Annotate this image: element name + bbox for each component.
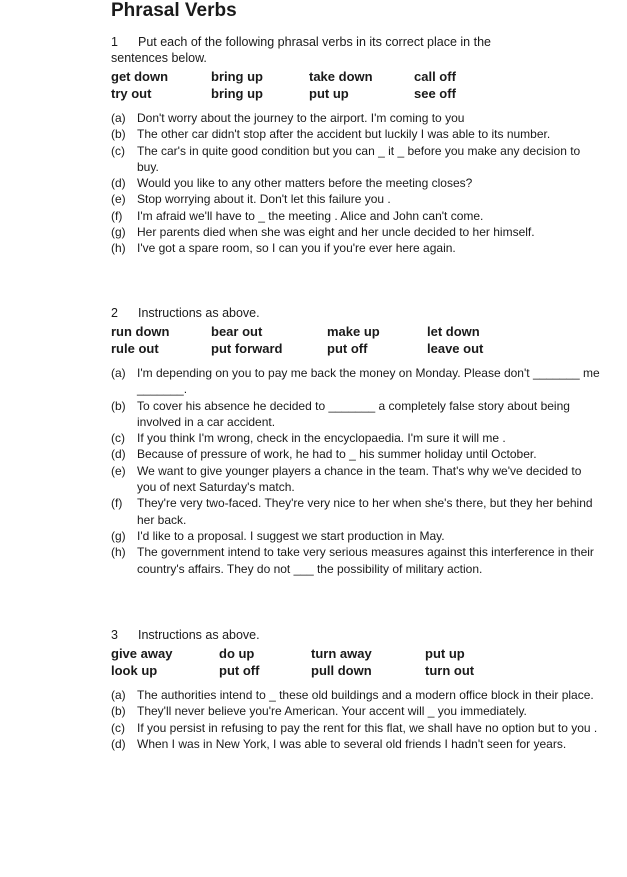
verb: let down <box>427 324 480 339</box>
item-text: Because of pressure of work, he had to _ his summer holiday until October. <box>137 447 537 462</box>
exercise-item <box>111 720 601 736</box>
verb: bring up <box>211 85 263 101</box>
exercise-item <box>111 240 601 256</box>
item-label: (a) <box>111 688 126 702</box>
verb: call off <box>414 69 456 84</box>
verb: do up <box>219 646 255 661</box>
exercise-item <box>111 703 601 719</box>
section-3-instruction <box>111 627 541 643</box>
verb: see off <box>414 85 456 101</box>
exercise-item <box>111 191 601 207</box>
instruction-text: Instructions as above. <box>138 306 260 320</box>
exercise-item <box>111 430 601 446</box>
item-label: (d) <box>111 176 126 191</box>
item-label: (b) <box>111 398 126 413</box>
item-text: Her parents died when she was eight and her uncle decided to her himself. <box>137 225 535 240</box>
exercise-item <box>111 126 601 142</box>
verb: put forward <box>211 340 283 356</box>
item-label: (f) <box>111 208 123 223</box>
verb: run down <box>111 324 170 339</box>
item-label: (e) <box>111 192 126 207</box>
item-label: (h) <box>111 241 126 256</box>
item-text: Would you like to any other matters before the meeting closes? <box>137 176 473 191</box>
verb: put up <box>309 85 349 101</box>
page-title: Phrasal Verbs <box>111 0 237 21</box>
item-text: When I was in New York, I was able to several old friends I hadn't seen for years. <box>137 736 567 751</box>
exercise-item <box>111 208 601 224</box>
verb: bring up <box>211 69 263 84</box>
item-text: Stop worrying about it. Don't let this failure you . <box>137 192 391 207</box>
verb: leave out <box>427 340 484 356</box>
item-text: If you persist in refusing to pay the rent for this flat, we shall have no option but to you . <box>137 720 598 735</box>
item-text: The government intend to take very serious measures against this interference in their country's affairs. They do not ___ the possibility of military action. <box>137 545 594 576</box>
item-text: I'd like to a proposal. I suggest we start production in May. <box>137 528 445 543</box>
item-label: (d) <box>111 447 126 462</box>
section-3-exercise-list <box>111 687 601 752</box>
item-label: (h) <box>111 545 126 560</box>
exercise-item <box>111 446 601 462</box>
section-2-instruction <box>111 305 541 321</box>
verb: turn away <box>311 646 372 661</box>
verb: put off <box>219 662 260 678</box>
verb: rule out <box>111 340 159 356</box>
exercise-item <box>111 687 601 703</box>
exercise-item <box>111 544 601 577</box>
item-label: (a) <box>111 111 126 125</box>
item-text: I'm afraid we'll have to _ the meeting . Alice and John can't come. <box>137 208 484 223</box>
section-number: 2 <box>111 306 118 320</box>
item-label: (a) <box>111 366 126 380</box>
item-text: They'll never believe you're American. Your accent will _ you immediately. <box>137 704 527 719</box>
item-label: (d) <box>111 736 126 751</box>
item-label: (c) <box>111 431 125 446</box>
item-text: Don't worry about the journey to the airport. I'm coming to you <box>137 111 465 125</box>
item-text: We want to give younger players a chance in the team. That's why we've decided to you of next Saturday's match. <box>137 463 582 495</box>
verb: put off <box>327 340 368 356</box>
verb: give away <box>111 646 173 661</box>
verb: put up <box>425 646 465 661</box>
item-text: The car's in quite good condition but you can _ it _ before you make any decision to buy. <box>137 143 581 174</box>
item-text: They're very two-faced. They're very nice to her when she's there, but they her behind her back. <box>137 496 593 527</box>
item-label: (b) <box>111 127 126 142</box>
verb: get down <box>111 69 169 84</box>
verb: take down <box>309 69 373 84</box>
verb: turn out <box>425 662 475 678</box>
exercise-item <box>111 736 601 752</box>
item-label: (f) <box>111 496 123 511</box>
exercise-item <box>111 175 601 191</box>
verb: look up <box>111 662 158 678</box>
exercise-item <box>111 365 601 398</box>
item-text: The other car didn't stop after the accident but luckily I was able to its number. <box>137 127 551 142</box>
section-1-exercise-list <box>111 110 601 257</box>
item-label: (g) <box>111 528 126 543</box>
section-1-instruction <box>111 34 541 66</box>
exercise-item <box>111 224 601 240</box>
exercise-item <box>111 495 601 528</box>
verb: make up <box>327 324 380 339</box>
section-number: 3 <box>111 628 118 642</box>
exercise-item <box>111 110 601 126</box>
exercise-item <box>111 528 601 544</box>
exercise-item <box>111 398 601 431</box>
instruction-text: Instructions as above. <box>138 628 260 642</box>
item-text: The authorities intend to _ these old buildings and a modern office block in their place. <box>137 688 594 702</box>
verb: bear out <box>211 324 263 339</box>
item-label: (c) <box>111 143 125 158</box>
section-2-exercise-list <box>111 365 601 577</box>
item-label: (c) <box>111 720 125 735</box>
item-text: I'm depending on you to pay me back the money on Monday. Please don't _______ me _______. <box>137 366 600 397</box>
item-text: To cover his absence he decided to _______ a completely false story about being involved in a car accident. <box>137 398 570 429</box>
item-label: (e) <box>111 463 126 478</box>
exercise-item <box>111 463 601 496</box>
instruction-text: Put each of the following phrasal verbs in its correct place in the sentences below. <box>111 35 491 65</box>
verb: try out <box>111 85 152 101</box>
item-text: I've got a spare room, so I can you if you're ever here again. <box>137 241 456 256</box>
item-label: (g) <box>111 225 126 240</box>
verb: pull down <box>311 662 372 678</box>
item-label: (b) <box>111 704 126 719</box>
section-number: 1 <box>111 35 118 49</box>
exercise-item <box>111 143 601 176</box>
item-text: If you think I'm wrong, check in the encyclopaedia. I'm sure it will me . <box>137 431 506 446</box>
